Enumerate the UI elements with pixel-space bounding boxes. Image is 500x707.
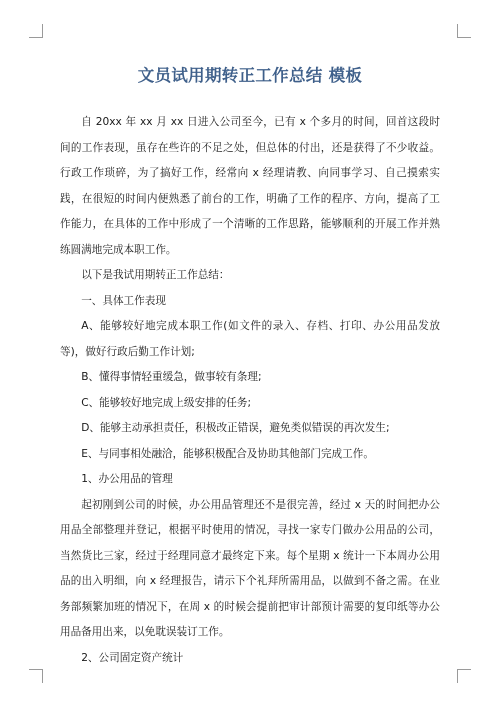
document-body [60,110,440,671]
subheading-office-supplies: 1、办公用品的管理 [81,473,173,485]
list-item-a: A、能够较好地完成本职工作(如文件的录入、存档、打印、办公用品发放等)，做好行政后勤工作计划; [60,320,440,358]
crop-mark-bottom-left [29,669,43,683]
list-item-e: E、与同事相处融洽，能够积极配合及协助其他部门完成工作。 [81,447,374,460]
list-item-d: D、能够主动承担责任，积极改正错误，避免类似错误的再次发生; [81,422,390,434]
subheading-fixed-assets: 2、公司固定资产统计 [81,651,184,664]
crop-mark-bottom-right [457,669,471,683]
crop-mark-top-right [457,24,471,38]
document-title: 文员试用期转正工作总结 模板 [137,66,363,85]
list-item-b: B、懂得事情轻重缓急，做事较有条理; [81,371,262,383]
paragraph-intro: 自 20xx 年 xx 月 xx 日进入公司至今，已有 x 个多月的时间，回首这段时间的工作表现，虽存在些许的不足之处，但总体的付出，还是获得了不少收益。行政工作琐碎，为了搞好工作，经常向 x 经理请教、向同事学习、自己摸索实践，在很短的时间内便熟悉了前台的工作，明确了工作的程序、方向，提高了工作能力，在具体的工作中形成了一个清晰的工作思路，能够顺利的开展工作并熟练圆满地完成本职工作。 [60,116,440,256]
paragraph-summary-lead: 以下是我试用期转正工作总结： [81,269,230,281]
paragraph-office-supplies: 起初刚到公司的时候，办公用品管理还不是很完善，经过 x 天的时间把办公用品全部整理并登记，根据平时使用的情况，寻找一家专门做办公用品的公司，当然货比三家，经过于经理同意才最终定下来。每个星期 x 统计一下本周办公用品的出入明细，向 x 经理报告，请示下个礼拜所需用品，以做到不备之需。在业务部频繁加班的情况下，在周 x 的时候会提前把审计部预计需要的复印纸等办公用品备用出来，以免耽误装订工作。 [60,498,440,638]
list-item-c: C、能够较好地完成上级安排的任务; [81,396,252,409]
section-heading-performance: 一、具体工作表现 [81,294,166,307]
crop-mark-top-left [29,24,43,38]
